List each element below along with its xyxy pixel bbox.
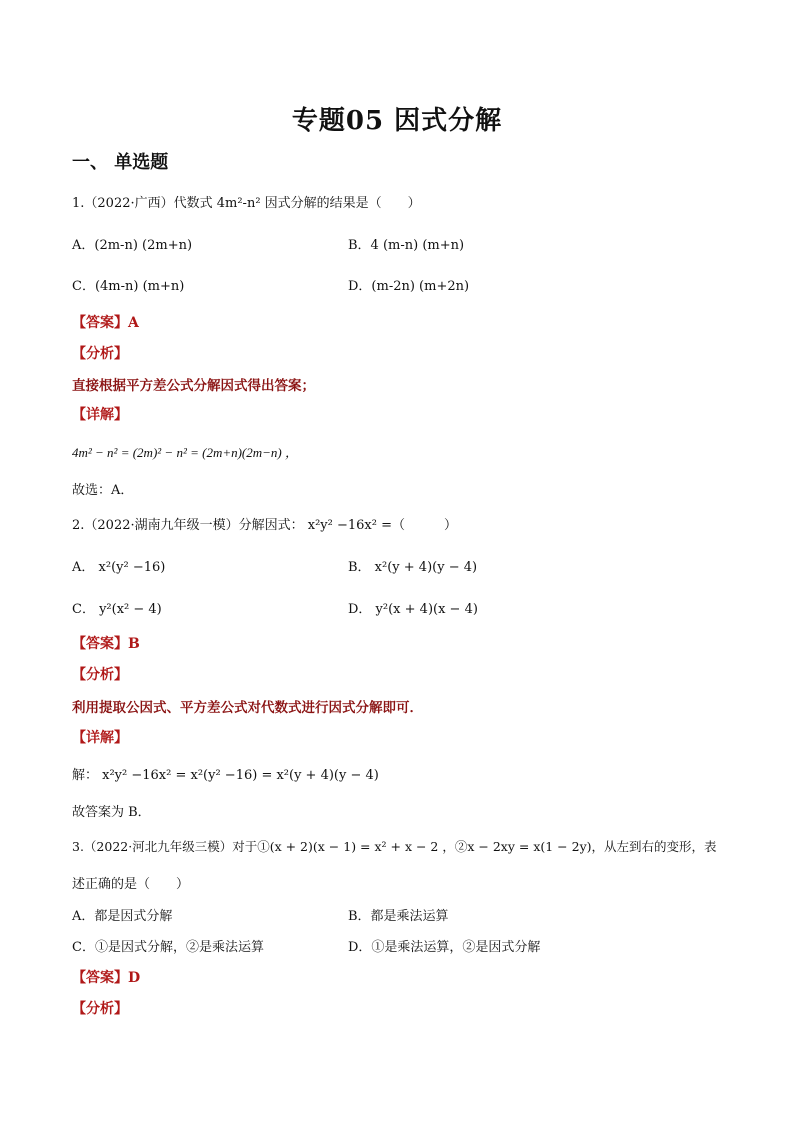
q1-option-b: B．4 (m-n) (m+n)	[348, 238, 465, 253]
q1-analysis-label: 【分析】	[72, 346, 128, 362]
q1-answer: 【答案】A	[72, 315, 139, 331]
q3-answer: 【答案】D	[72, 970, 141, 986]
q2-analysis-label: 【分析】	[72, 667, 128, 683]
q2-option-b: B． x²(y + 4)(y − 4)	[348, 560, 478, 575]
q2-conclusion: 故答案为 B．	[72, 805, 151, 820]
q1-option-c: C．(4m-n) (m+n)	[72, 279, 185, 294]
q3-option-d: D．①是乘法运算，②是因式分解	[348, 940, 541, 955]
q2-analysis-text: 利用提取公因式、平方差公式对代数式进行因式分解即可．	[72, 700, 423, 716]
question-1-stem: 1.（2022·广西）代数式 4m²-n² 因式分解的结果是（ ）	[72, 196, 421, 211]
q2-answer: 【答案】B	[72, 636, 140, 652]
section-heading: 一、 单选题	[72, 152, 169, 173]
q1-option-a: A．(2m-n) (2m+n)	[72, 238, 193, 253]
q2-option-d: D． y²(x + 4)(x − 4)	[348, 602, 478, 617]
q1-option-d: D．(m-2n) (m+2n)	[348, 279, 470, 294]
q2-option-a: A． x²(y² −16)	[72, 560, 166, 575]
q1-detail-formula: 4m² − n² = (2m)² − n² = (2m+n)(2m−n) ，	[72, 445, 299, 460]
q2-option-c: C． y²(x² − 4)	[72, 602, 162, 617]
question-3-stem-line2: 述正确的是（ ）	[72, 877, 190, 892]
q2-detail-formula: 解： x²y² −16x² = x²(y² −16) = x²(y + 4)(y − 4)	[72, 768, 379, 783]
q2-detail-label: 【详解】	[72, 730, 128, 746]
q3-analysis-label: 【分析】	[72, 1001, 128, 1017]
q3-option-c: C．①是因式分解，②是乘法运算	[72, 940, 264, 955]
q3-option-b: B．都是乘法运算	[348, 909, 449, 924]
page-title: 专题05 因式分解	[291, 106, 503, 136]
q1-conclusion: 故选：A．	[72, 483, 134, 498]
q1-analysis-text: 直接根据平方差公式分解因式得出答案；	[72, 378, 315, 394]
q3-option-a: A．都是因式分解	[72, 909, 173, 924]
question-3-stem-line1: 3.（2022·河北九年级三模）对于①(x + 2)(x − 1) = x² + x − 2 ，②x − 2xy = x(1 − 2y)，从左到右的变形，表	[72, 839, 717, 854]
q1-detail-label: 【详解】	[72, 407, 128, 423]
question-2-stem: 2.（2022·湖南九年级一模）分解因式： x²y² −16x² =（ ）	[72, 518, 457, 533]
